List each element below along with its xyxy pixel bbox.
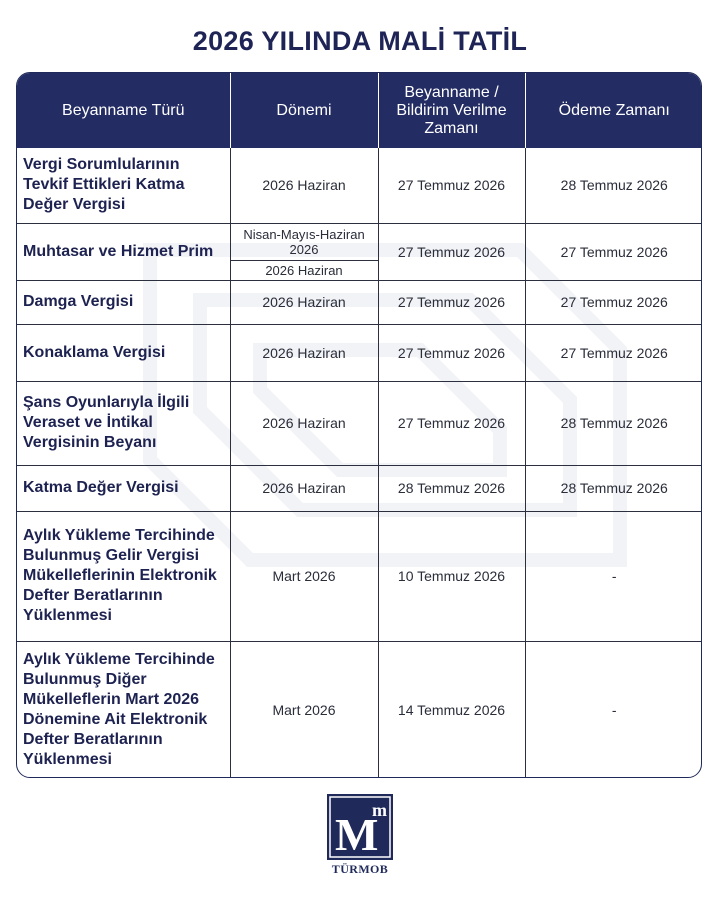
- table-row: [17, 465, 702, 511]
- row-period-cell-split: [230, 223, 378, 280]
- row-filing-cell: 28 Temmuz 2026: [378, 465, 525, 511]
- row-type-cell: Vergi Sorumlularının Tevkif Ettikleri Katma Değer Vergisi: [17, 148, 230, 223]
- row-payment-cell: -: [525, 511, 702, 641]
- row-filing-cell: 27 Temmuz 2026: [378, 381, 525, 465]
- column-header-period: Dönemi: [230, 73, 378, 148]
- page-title: 2026 YILINDA MALİ TATİL: [192, 26, 528, 56]
- row-payment-cell: -: [611, 702, 617, 719]
- turmob-logo-mark: [327, 794, 393, 860]
- row-type-cell: Aylık Yükleme Tercihinde Bulunmuş Gelir Vergisi Mükelleflerinin Elektronik Defter Beratlarının Yüklenmesi: [17, 511, 230, 641]
- row-period-cell: Mart 2026: [230, 511, 378, 641]
- column-header-filing: Beyanname / Bildirim Verilme Zamanı: [378, 73, 525, 148]
- row-payment-cell: 27 Temmuz 2026: [525, 324, 702, 381]
- row-type-cell: Katma Değer Vergisi: [17, 465, 230, 511]
- table-row: [17, 324, 702, 381]
- table-header-row: [17, 73, 702, 148]
- table-row: [17, 641, 702, 778]
- column-header-type: Beyanname Türü: [17, 73, 230, 148]
- row-filing-cell: 10 Temmuz 2026: [378, 511, 525, 641]
- row-filing-cell: 27 Temmuz 2026: [378, 223, 525, 280]
- row-payment-cell: 28 Temmuz 2026: [525, 148, 702, 223]
- mali-tatil-table: [16, 72, 702, 778]
- row-type-cell: Şans Oyunlarıyla İlgili Veraset ve İntikal Vergisinin Beyanı: [17, 381, 230, 465]
- svg-text:m: m: [372, 800, 387, 820]
- row-period-cell: Mart 2026: [230, 641, 378, 778]
- row-filing-cell: 27 Temmuz 2026: [378, 148, 525, 223]
- row-payment-cell: 28 Temmuz 2026: [525, 465, 702, 511]
- row-period-cell: 2026 Haziran: [230, 381, 378, 465]
- table-row: [17, 223, 702, 280]
- row-type-cell: Muhtasar ve Hizmet Prim: [17, 223, 230, 280]
- row-payment-cell: 28 Temmuz 2026: [525, 381, 702, 465]
- row-period-cell-top: Nisan-Mayıs-Haziran 2026: [231, 224, 378, 261]
- row-filing-cell: 27 Temmuz 2026: [378, 324, 525, 381]
- svg-text:M: M: [335, 809, 379, 860]
- row-payment-cell: 27 Temmuz 2026: [525, 280, 702, 324]
- row-period-cell: 2026 Haziran: [230, 324, 378, 381]
- row-period-cell: 2026 Haziran: [230, 280, 378, 324]
- row-filing-cell: 14 Temmuz 2026: [378, 641, 525, 778]
- row-type-cell: Aylık Yükleme Tercihinde Bulunmuş Diğer Mükelleflerin Mart 2026 Dönemine Ait Elektronik Defter Beratlarının Yüklenmesi: [17, 641, 230, 778]
- table-row: [17, 381, 702, 465]
- table-row: [17, 511, 702, 641]
- table-row: [17, 280, 702, 324]
- row-period-cell-bottom: 2026 Haziran: [265, 262, 343, 278]
- row-filing-cell: 27 Temmuz 2026: [378, 280, 525, 324]
- column-header-payment: Ödeme Zamanı: [525, 73, 702, 148]
- turmob-logo-label: TÜRMOB: [331, 862, 389, 876]
- row-type-cell: Damga Vergisi: [17, 280, 230, 324]
- row-period-cell: 2026 Haziran: [230, 465, 378, 511]
- turmob-logo: [325, 794, 395, 877]
- table-row: [17, 148, 702, 223]
- row-period-cell: 2026 Haziran: [230, 148, 378, 223]
- row-payment-cell: 27 Temmuz 2026: [525, 223, 702, 280]
- row-type-cell: Konaklama Vergisi: [17, 324, 230, 381]
